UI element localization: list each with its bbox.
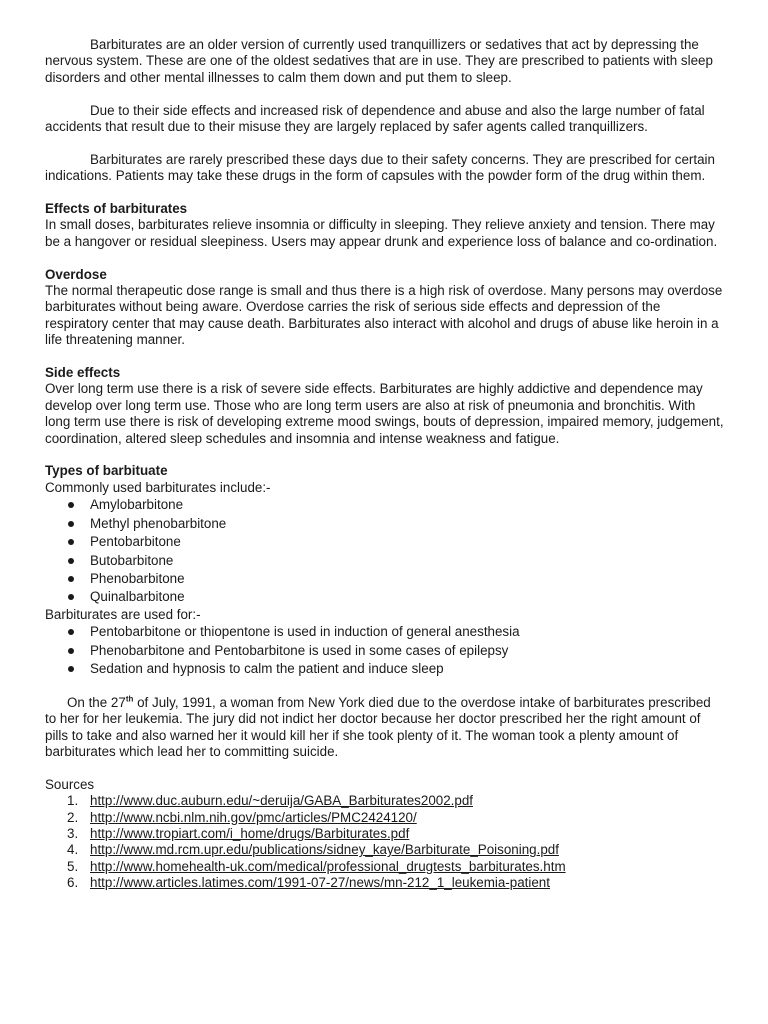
source-link[interactable]: http://www.ncbi.nlm.nih.gov/pmc/articles/PMC2424120/	[90, 809, 417, 825]
source-item	[45, 842, 724, 858]
sources-heading: Sources	[45, 776, 95, 792]
case-text: of July, 1991, a woman from New York died due to the overdose intake of barbiturates prescribed to her for her leukemia. The jury did not indict her doctor because her doctor prescribed her the right amount of pills to take and also warned her it would kill her if she took plenty of it. The woman took a plenty amount of barbiturates which lead her to committing suicide.	[45, 694, 711, 759]
list-item	[45, 570, 724, 588]
effects-paragraph: In small doses, barbiturates relieve insomnia or difficulty in sleeping. They relieve anxiety and tension. There may be a hangover or residual sleepiness. Users may appear drunk and experience loss of balance and co-ordination.	[45, 217, 718, 249]
list-item	[45, 496, 724, 514]
source-item	[45, 859, 724, 875]
list-item-label: Methyl phenobarbitone	[90, 515, 227, 531]
list-item	[45, 623, 724, 641]
source-number: 4.	[67, 842, 79, 858]
side-effects-paragraph: Over long term use there is a risk of severe side effects. Barbiturates are highly addictive and dependence may develop over long term use. Those who are long term users are also at risk of pneumonia and bronchitis. With long term use there is risk of developing extreme mood swings, bouts of depression, impaired memory, judgement, coordination, altered sleep schedules and insomnia and intense weakness and fatigue.	[45, 381, 724, 446]
list-item	[45, 552, 724, 570]
sources-list	[45, 793, 724, 891]
overdose-paragraph: The normal therapeutic dose range is small and thus there is a high risk of overdose. Many persons may overdose barbiturates without being aware. Overdose carries the risk of serious side effects and depression of the respiratory center that may cause death. Barbiturates also interact with alcohol and drugs of abuse like heroin in a life threatening manner.	[45, 283, 723, 348]
types-heading: Types of barbituate	[45, 463, 168, 479]
source-item	[45, 793, 724, 809]
bullet-icon	[68, 502, 74, 508]
list-item-label: Sedation and hypnosis to calm the patient and induce sleep	[90, 660, 444, 676]
list-item-label: Phenobarbitone	[90, 570, 185, 586]
bullet-icon	[68, 666, 74, 672]
source-item	[45, 875, 724, 891]
case-paragraph	[45, 695, 724, 761]
uses-intro: Barbiturates are used for:-	[45, 606, 201, 622]
list-item-label: Pentobarbitone	[90, 534, 181, 550]
barbiturate-uses-list	[45, 623, 724, 678]
bullet-icon	[68, 576, 74, 582]
intro-paragraph-1: Barbiturates are an older version of currently used tranquillizers or sedatives that act by depressing the nervous system. These are one of the oldest sedatives that are in use. They are prescribed to patients with sleep disorders and other mental illnesses to calm them down and put them to sleep.	[45, 37, 713, 85]
source-number: 2.	[67, 809, 79, 825]
effects-heading: Effects of barbiturates	[45, 201, 188, 217]
overdose-heading: Overdose	[45, 266, 107, 282]
source-link[interactable]: http://www.articles.latimes.com/1991-07-27/news/mn-212_1_leukemia-patient	[90, 875, 550, 891]
barbiturate-types-list	[45, 496, 724, 606]
source-number: 6.	[67, 875, 79, 891]
bullet-icon	[68, 521, 74, 527]
bullet-icon	[68, 629, 74, 635]
list-item-label: Pentobarbitone or thiopentone is used in induction of general anesthesia	[90, 624, 520, 640]
case-prefix: On the 27	[67, 694, 126, 710]
source-link[interactable]: http://www.duc.auburn.edu/~deruija/GABA_Barbiturates2002.pdf	[90, 793, 473, 809]
intro-paragraph-2: Due to their side effects and increased risk of dependence and abuse and also the large number of fatal accidents that result due to their misuse they are largely replaced by safer agents called tranquillizers.	[45, 102, 705, 135]
list-item-label: Butobarbitone	[90, 552, 174, 568]
bullet-icon	[68, 648, 74, 654]
list-item	[45, 533, 724, 551]
list-item	[45, 660, 724, 678]
intro-paragraph-3: Barbiturates are rarely prescribed these days due to their safety concerns. They are prescribed for certain indications. Patients may take these drugs in the form of capsules with the powder form of the drug within them.	[45, 151, 715, 184]
list-item-label: Phenobarbitone and Pentobarbitone is used in some cases of epilepsy	[90, 642, 509, 658]
list-item	[45, 515, 724, 533]
source-link[interactable]: http://www.md.rcm.upr.edu/publications/sidney_kaye/Barbiturate_Poisoning.pdf	[90, 842, 559, 858]
bullet-icon	[68, 558, 74, 564]
source-item	[45, 810, 724, 826]
list-item	[45, 588, 724, 606]
source-link[interactable]: http://www.homehealth-uk.com/medical/professional_drugtests_barbiturates.htm	[90, 858, 566, 874]
source-number: 3.	[67, 825, 79, 841]
list-item-label: Amylobarbitone	[90, 497, 184, 513]
list-item	[45, 642, 724, 660]
source-link[interactable]: http://www.tropiart.com/i_home/drugs/Barbiturates.pdf	[90, 825, 410, 841]
bullet-icon	[68, 539, 74, 545]
source-number: 1.	[67, 793, 79, 809]
side-effects-heading: Side effects	[45, 365, 121, 381]
types-intro: Commonly used barbiturates include:-	[45, 479, 271, 495]
source-number: 5.	[67, 858, 79, 874]
list-item-label: Quinalbarbitone	[90, 589, 185, 605]
source-item	[45, 826, 724, 842]
bullet-icon	[68, 594, 74, 600]
case-ordinal-suffix: th	[125, 694, 134, 704]
